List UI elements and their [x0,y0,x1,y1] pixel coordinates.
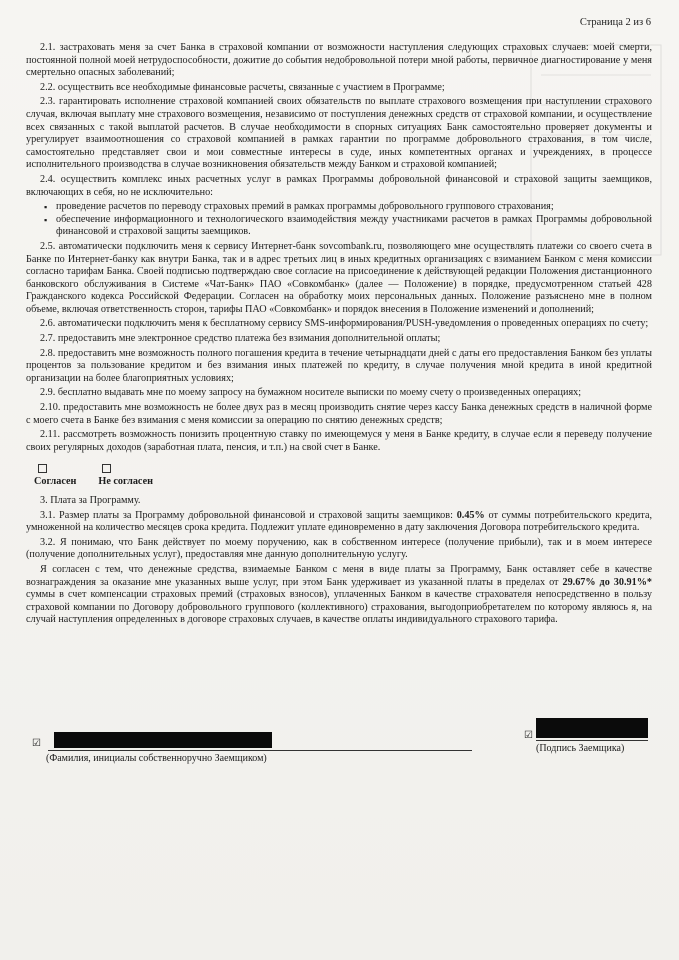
list-item: ▪ проведение расчетов по переводу страховых премий в рамках программы добровольного группового страхования; [56,201,652,214]
clause-2-2: 2.2. осуществить все необходимые финансовые расчеты, связанные с участием в Программе; [40,81,445,93]
list-item: ▪ обеспечение информационного и технологического взаимодействия между участниками расчетов в рамках Программы добровольной финансовой и страховой защиты заемщиков. [56,214,652,239]
agree-option[interactable] [34,464,76,489]
checkmark-icon: ☑ [524,730,533,741]
checkmark-icon: ☑ [32,738,41,749]
clause-2-8: 2.8. предоставить мне возможность полного погашения кредита в течение четырнадцати дней с даты его предоставления Банком без уплаты процентов за пользование кредитом и без взимания иных платежей по кредиту, в случае получения мной кредита в иной кредитной организации на более благоприятных условиях; [26,347,652,384]
redacted-signature [536,718,648,738]
signature-caption: (Подпись Заемщика) [536,743,625,754]
section-3-title: 3. Плата за Программу. [40,495,141,506]
clause-3-1: 3.1. Размер платы за Программу добровольной финансовой и страховой защиты заемщиков: 0.45% от суммы потребительского кредита, умноженной на количество месяцев срока кредита. Подлежит уплате единовременно в дату заключения Договора потребительского кредита. [26,509,653,534]
page-number: Страница 2 из 6 [579,17,651,28]
retained-percent-range: 29.67% до 30.91%* [562,576,652,588]
clause-2-3: 2.3. гарантировать исполнение страховой компанией своих обязательств по выплате страхового возмещения при наступлении страхового случая, включая выплату мне страхового возмещения, независимо от поступления денежных средств от страховой компании, и осуществление всех связанных с такой выплатой расчетов. В случае необходимости в спорных ситуациях Банк самостоятельно проверяет документы и урегулирует взаимоотношения со страховой компанией в рамках гарантии по программе добровольного страхования, в том числе, самостоятельно представляет свои и мои совместные интересы в суде, иных компетентных органах и учреждениях, в процессе исполнительного производства в случае возникновения обязательств между Банком и страховой компанией; [26,96,652,171]
signature-block [26,730,652,774]
section-3 [26,495,652,627]
clause-2-7: 2.7. предоставить мне электронное средство платежа без взимания дополнительной оплаты; [40,333,441,345]
consent-options [34,464,652,489]
redacted-name [54,732,272,748]
clause-3-3: Я согласен с тем, что денежные средства, взимаемые Банком с меня в виде платы за Программу, Банк оставляет себе в качестве вознаграждения за оказание мне указанных выше услуг, при этом Банк удерживает из указанной платы в пределах от 29.67% до 30.91%* суммы в счет компенсации страховых премий (страховых взносов), уплаченных Банком в качестве страхователя непосредственно в пользу страховой компании по Договору добровольного группового (коллективного) страхования, выгодоприобретателем по которому являюсь я, на случай наступления определенных в договоре страховых случаев, в качестве оплаты индивидуального страхового тарифа. [26,563,652,626]
clause-3-2: 3.2. Я понимаю, что Банк действует по моему поручению, как в собственном интересе (получение прибыли), так и в моем интересе (получение дополнительных услуг), предоставляя мне данную дополнительную услугу. [26,536,652,561]
clause-2-1: 2.1. застраховать меня за счет Банка в страховой компании от возможности наступления следующих страховых случаев: моей смерти, постоянной полной моей нетрудоспособности, дожитие до события недобровольной потери мной работы, первичное диагностирование у меня смертельно опасных заболеваний; [26,42,652,79]
document-body [26,42,652,629]
clause-2-9: 2.9. бесплатно выдавать мне по моему запросу на бумажном носителе выписки по моему счету о произведенных операциях; [40,387,582,399]
clause-2-11: 2.11. рассмотреть возможность понизить процентную ставку по имеющемуся у меня в Банке кредиту, в случае если я переведу получение своих регулярных доходов (заработная плата, пенсия, и т.п.) на свой счет в Банке. [26,429,652,453]
agree-checkbox[interactable] [38,464,47,473]
fee-percent: 0.45% [456,509,485,521]
disagree-label: Не согласен [98,476,153,488]
clause-2-4: 2.4. осуществить комплекс иных расчетных услуг в рамках Программы добровольной финансовой и страховой защиты заемщиков, включающих в себя, но не исключительно: [26,173,652,198]
clause-2-4-list [26,201,652,239]
clause-2-10: 2.10. предоставить мне возможность не более двух раз в месяц производить снятие через кассу Банка денежных средств в наличной форме с моего счета в Банке без взимания с меня комиссии за операцию по снятию денежных средств; [26,402,652,426]
agree-label: Согласен [34,476,77,488]
disagree-option[interactable] [98,464,153,489]
name-line [48,750,472,751]
clause-2-5: 2.5. автоматически подключить меня к сервису Интернет-банк sovcombank.ru, позволяющего мне осуществлять платежи со своего счета в Банке по Интернет-банку как внутри Банка, так и в адрес третьих лиц в иных кредитных организациях с взиманием Банком с меня комиссии согласно тарифам Банка. Своей подписью подтверждаю свое согласие на присоединение к действующей редакции Положения дистанционного банковского обслуживания в Системе «Чат-Банк» ПАО «Совкомбанк» (далее — Положение) в порядке, предусмотренном статьей 428 Гражданского кодекса Российской Федерации. Согласен на обработку моих персональных данных. Положение разъяснено мне в полном объеме, включая ответственность сторон, тарифы ПАО «Совкомбанк» и порядок внесения в Положение изменений и дополнений; [26,240,652,315]
name-caption: (Фамилия, инициалы собственноручно Заемщиком) [46,753,267,764]
clause-2-6: 2.6. автоматически подключить меня к бесплатному сервису SMS-информирования/PUSH-уведомления о проведенных операциях по счету; [40,318,649,330]
signature-line [536,740,648,741]
disagree-checkbox[interactable] [102,464,111,473]
